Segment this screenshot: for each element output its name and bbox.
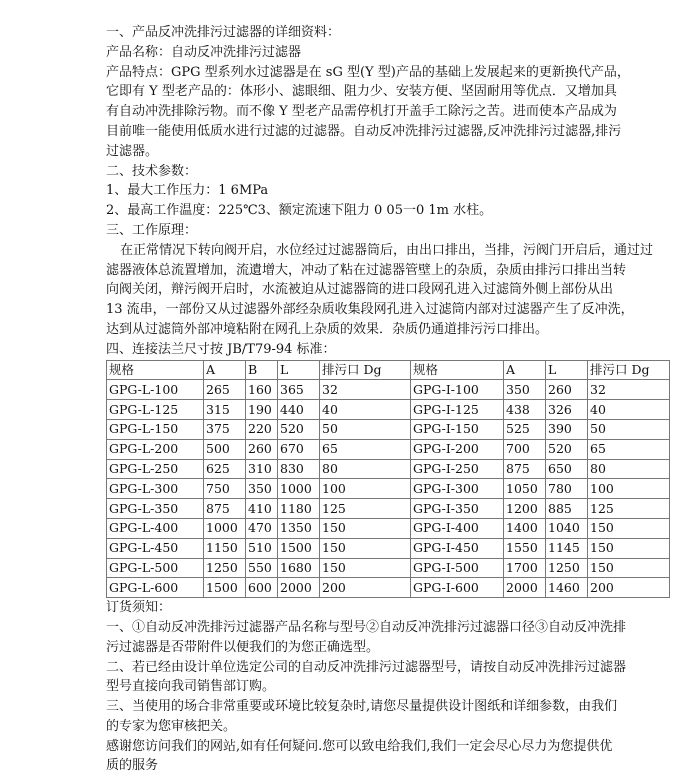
table-row (107, 578, 670, 598)
table-cell: 32 (588, 380, 670, 400)
table-cell: GPG-I-300 (411, 479, 504, 499)
table-cell: 500 (204, 439, 246, 459)
table-cell: GPG-L-600 (107, 578, 204, 598)
table-cell: GPG-I-500 (411, 558, 504, 578)
principle-line: 13 流串，一部份又从过滤器外部经杂质收集段网孔进入过滤筒内部对过滤器产生了反冲洗， (106, 302, 634, 318)
table-cell: 1460 (546, 578, 588, 598)
ordering-line: 的专家为您审核把关。 (106, 718, 237, 734)
table-cell: GPG-L-500 (107, 558, 204, 578)
table-row (107, 558, 670, 578)
table-cell: 1050 (504, 479, 546, 499)
table-cell: 32 (320, 380, 411, 400)
table-cell: 265 (204, 380, 246, 400)
table-cell: 125 (320, 499, 411, 519)
table-cell: 200 (588, 578, 670, 598)
table-cell: 650 (546, 459, 588, 479)
table-cell: 80 (320, 459, 411, 479)
table-cell: 1200 (504, 499, 546, 519)
document-body (106, 0, 674, 776)
table-row (107, 380, 670, 400)
table-cell: 1145 (546, 538, 588, 558)
table-cell: 1000 (204, 518, 246, 538)
flange-dimension-table (106, 360, 670, 599)
table-cell: 700 (504, 439, 546, 459)
intro-heading: 一、产品反冲洗排污过滤器的详细资料： (106, 25, 341, 40)
table-cell: GPG-I-250 (411, 459, 504, 479)
table-cell: 780 (546, 479, 588, 499)
table-row (107, 459, 670, 479)
ordering-line: 型号直接向我司销售部订购。 (106, 679, 276, 695)
principle-heading: 三、工作原理： (106, 222, 198, 238)
table-header-cell: 排污口 Dg (588, 360, 670, 380)
table-cell: 438 (504, 400, 546, 420)
table-cell: 326 (546, 400, 588, 420)
table-cell: 350 (246, 479, 278, 499)
table-cell: 2000 (278, 578, 320, 598)
table-cell: 470 (246, 518, 278, 538)
table-cell: 150 (588, 518, 670, 538)
table-cell: 50 (588, 419, 670, 439)
table-cell: 40 (588, 400, 670, 420)
table-cell: 1040 (546, 518, 588, 538)
table-row (107, 499, 670, 519)
table-cell: 2000 (504, 578, 546, 598)
table-row (107, 479, 670, 499)
features-line: 它即有 Y 型老产品的：体形小、滤眼细、阻力少、安装方便、坚固耐用等优点．又增加具 (106, 84, 617, 100)
tech-item: 2、最高工作温度：225℃3、额定流速下阻力 0 05一0 1m 水柱。 (106, 203, 493, 219)
table-cell: 315 (204, 400, 246, 420)
table-cell: 1700 (504, 558, 546, 578)
table-cell: GPG-I-125 (411, 400, 504, 420)
table-cell: 310 (246, 459, 278, 479)
table-cell: GPG-L-400 (107, 518, 204, 538)
table-cell: 550 (246, 558, 278, 578)
table-cell: 160 (246, 380, 278, 400)
table-row (107, 518, 670, 538)
table-cell: GPG-I-150 (411, 419, 504, 439)
table-cell: 1500 (278, 538, 320, 558)
table-cell: GPG-L-200 (107, 439, 204, 459)
ordering-heading: 订货须知： (106, 600, 172, 616)
table-cell: GPG-I-600 (411, 578, 504, 598)
table-cell: 1550 (504, 538, 546, 558)
table-cell: 150 (320, 558, 411, 578)
table-cell: 100 (320, 479, 411, 499)
table-cell: 260 (546, 380, 588, 400)
table-row (107, 400, 670, 420)
table-cell: GPG-L-350 (107, 499, 204, 519)
tech-heading: 二、技术参数： (106, 163, 198, 179)
table-cell: GPG-L-100 (107, 380, 204, 400)
principle-line: 在正常情况下转向阀开启，水位经过过滤器筒后，由出口排出，当排，污阀门开启后，通过过 (120, 242, 654, 258)
table-cell: 125 (588, 499, 670, 519)
principle-line: 向阀关闭，辩污阀开启时，水流被迫从过滤器筒的进口段网孔进入过滤筒外侧上部份从出 (106, 282, 614, 298)
table-cell: 1150 (204, 538, 246, 558)
table-cell: 375 (204, 419, 246, 439)
table-header-cell: 规格 (411, 360, 504, 380)
table-cell: 260 (246, 439, 278, 459)
table-cell: 830 (278, 459, 320, 479)
table-cell: 625 (204, 459, 246, 479)
table-cell: GPG-L-125 (107, 400, 204, 420)
table-cell: 1680 (278, 558, 320, 578)
table-cell: 220 (246, 419, 278, 439)
ordering-line: 污过滤器是否带附件以便我们的为您正确选型。 (106, 639, 380, 655)
table-cell: 100 (588, 479, 670, 499)
table-cell: 440 (278, 400, 320, 420)
table-header-row (107, 360, 670, 380)
table-row (107, 419, 670, 439)
table-cell: 670 (278, 439, 320, 459)
features-line: 有自动冲洗排除污物。而不像 Y 型老产品需停机打开盖手工除污之苦。进而使本产品成为 (106, 104, 617, 120)
table-row (107, 439, 670, 459)
table-cell: GPG-I-400 (411, 518, 504, 538)
table-cell: 600 (246, 578, 278, 598)
product-name-line: 产品名称：自动反冲洗排污过滤器 (106, 44, 302, 60)
table-cell: GPG-I-450 (411, 538, 504, 558)
table-cell: 750 (204, 479, 246, 499)
table-cell: 520 (278, 419, 320, 439)
table-header-cell: 规格 (107, 360, 204, 380)
principle-line: 滤器液体总流置增加，流遺增大，冲动了粘在过滤器管壁上的杂质，杂质由排污口排出当转 (106, 262, 627, 278)
table-header-cell: B (246, 360, 278, 380)
features-line: 目前唯一能使用低质水进行过滤的过滤器。自动反冲洗排污过滤器,反冲洗排污过滤器,排污 (106, 123, 622, 139)
table-cell: 1000 (278, 479, 320, 499)
table-header-cell: A (504, 360, 546, 380)
table-cell: 525 (504, 419, 546, 439)
flange-heading: 四、连接法兰尺寸按 JB/T79-94 标准： (106, 341, 336, 357)
ordering-line: 三、当使用的场合非常重要或环境比较复杂时,请您尽量提供设计图纸和详细参数，由我们 (106, 699, 618, 715)
table-header-cell: L (278, 360, 320, 380)
table-cell: 150 (588, 538, 670, 558)
table-cell: 390 (546, 419, 588, 439)
table-cell: GPG-L-250 (107, 459, 204, 479)
table-cell: GPG-L-150 (107, 419, 204, 439)
table-cell: 190 (246, 400, 278, 420)
table-cell: 520 (546, 439, 588, 459)
features-line: 产品特点：GPG 型系列水过滤器是在 sG 型(Y 型)产品的基础上发展起来的更新换代产品， (106, 64, 630, 80)
table-cell: GPG-I-200 (411, 439, 504, 459)
table-cell: 40 (320, 400, 411, 420)
table-cell: 200 (320, 578, 411, 598)
table-cell: 65 (588, 439, 670, 459)
table-cell: 150 (320, 538, 411, 558)
table-cell: 1400 (504, 518, 546, 538)
table-cell: 350 (504, 380, 546, 400)
table-header-cell: L (546, 360, 588, 380)
table-cell: 410 (246, 499, 278, 519)
table-cell: 1250 (546, 558, 588, 578)
table-cell: 150 (320, 518, 411, 538)
ordering-line: 一、①自动反冲洗排污过滤器产品名称与型号②自动反冲洗排污过滤器口径③自动反冲洗排 (106, 619, 627, 635)
table-cell: 1350 (278, 518, 320, 538)
ordering-line: 质的服务 (106, 758, 159, 774)
table-cell: 510 (246, 538, 278, 558)
ordering-line: 感谢您访问我们的网站,如有任何疑问.您可以致电给我们,我们一定会尽心尽力为您提供优 (106, 738, 613, 754)
table-cell: GPG-I-100 (411, 380, 504, 400)
table-row (107, 538, 670, 558)
table-cell: GPG-L-450 (107, 538, 204, 558)
table-body (107, 360, 670, 598)
table-header-cell: 排污口 Dg (320, 360, 411, 380)
principle-line: 达到从过滤筒外部冲境粘附在网孔上杂质的效果．杂质仍通道排污污口排出。 (106, 321, 549, 337)
tech-item: 1、最大工作压力：1 6MPa (106, 183, 269, 199)
table-cell: 875 (204, 499, 246, 519)
table-cell: 1250 (204, 558, 246, 578)
table-cell: GPG-I-350 (411, 499, 504, 519)
ordering-line: 二、若已经由设计单位选定公司的自动反冲洗排污过滤器型号，请按自动反冲洗排污过滤器 (106, 659, 627, 675)
features-line: 过滤器。 (106, 143, 159, 159)
table-header-cell: A (204, 360, 246, 380)
table-cell: 150 (588, 558, 670, 578)
table-cell: 1180 (278, 499, 320, 519)
table-cell: 1500 (204, 578, 246, 598)
table-cell: 365 (278, 380, 320, 400)
table-cell: 65 (320, 439, 411, 459)
table-cell: 875 (504, 459, 546, 479)
table-cell: 885 (546, 499, 588, 519)
table-cell: 80 (588, 459, 670, 479)
table-cell: GPG-L-300 (107, 479, 204, 499)
table-cell: 50 (320, 419, 411, 439)
